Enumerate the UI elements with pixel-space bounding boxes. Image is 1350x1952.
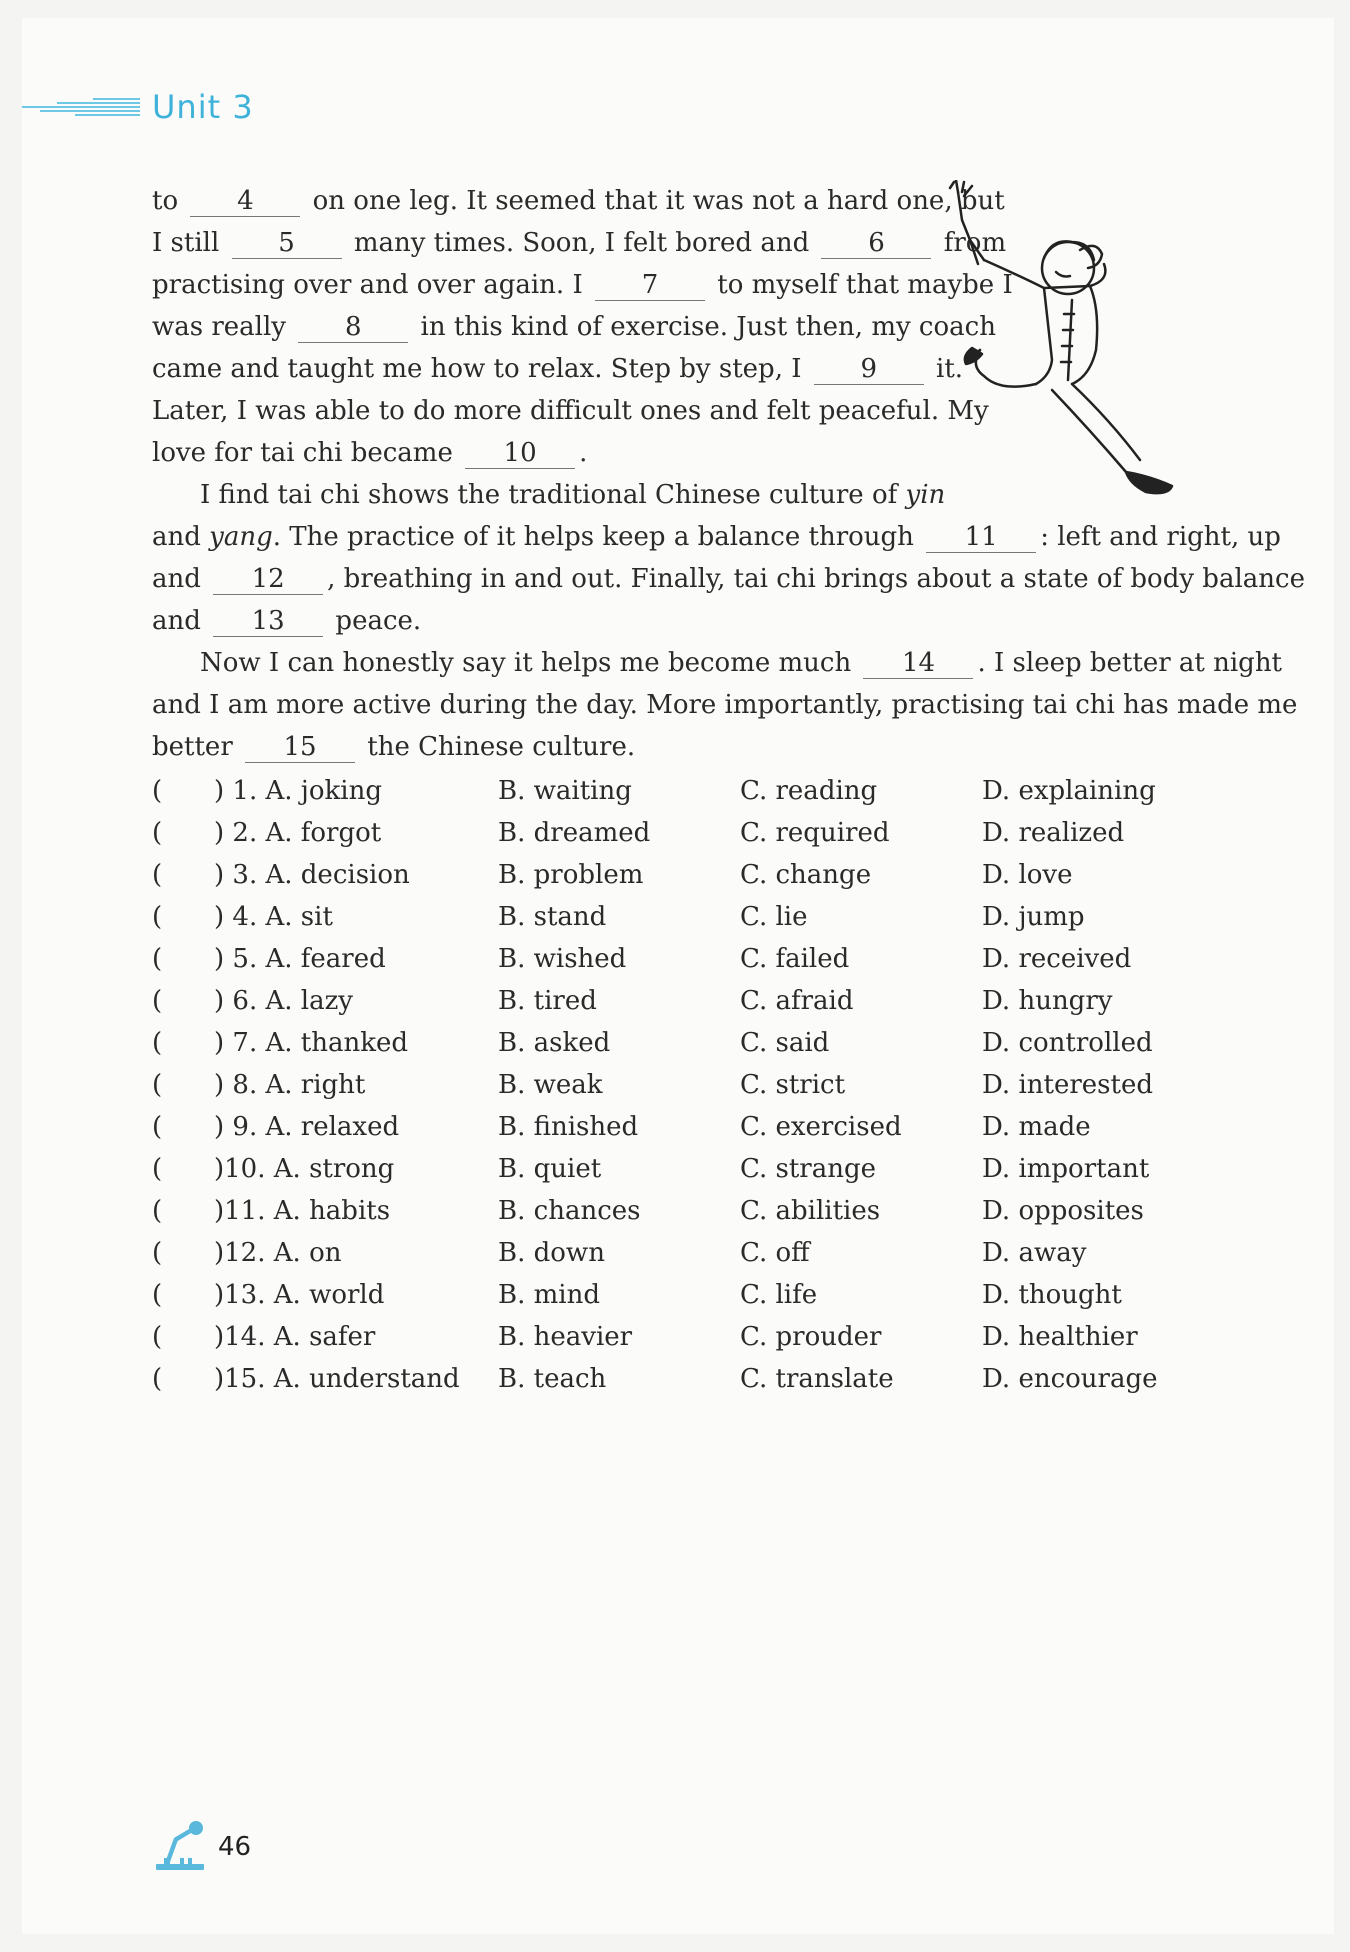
option-d: D. thought [982, 1280, 1122, 1310]
option-c: C. prouder [740, 1322, 882, 1352]
passage-line: and yang. The practice of it helps keep a balance through 11 : left and right, up [152, 522, 1281, 552]
option-a: ) 7. A. thanked [214, 1028, 409, 1058]
answer-paren[interactable]: ( [152, 1322, 163, 1352]
page-number: 46 [218, 1832, 252, 1862]
unit-title: Unit 3 [152, 88, 254, 126]
option-d: D. made [982, 1112, 1091, 1142]
passage-line: love for tai chi became 10 . [152, 438, 588, 468]
question-row [152, 770, 1192, 812]
blank-10[interactable]: 10 [465, 438, 575, 469]
option-a: )13. A. world [214, 1280, 385, 1310]
blank-7[interactable]: 7 [595, 270, 705, 301]
question-row [152, 1106, 1192, 1148]
passage-line: and 13 peace. [152, 606, 422, 636]
option-c: C. abilities [740, 1196, 881, 1226]
option-b: B. quiet [498, 1154, 602, 1184]
option-c: C. said [740, 1028, 830, 1058]
question-row [152, 1148, 1192, 1190]
blank-12[interactable]: 12 [213, 564, 323, 595]
blank-4[interactable]: 4 [190, 186, 300, 217]
blank-6[interactable]: 6 [821, 228, 931, 259]
passage-line: and 12 , breathing in and out. Finally, tai chi brings about a state of body balance [152, 564, 1305, 594]
desk-lamp-icon [152, 1818, 212, 1874]
answer-paren[interactable]: ( [152, 1028, 163, 1058]
option-a: )10. A. strong [214, 1154, 395, 1184]
option-d: D. opposites [982, 1196, 1144, 1226]
option-b: B. weak [498, 1070, 603, 1100]
passage-line: came and taught me how to relax. Step by step, I 9 it. [152, 354, 964, 384]
option-a: ) 5. A. feared [214, 944, 386, 974]
answer-paren[interactable]: ( [152, 818, 163, 848]
option-a: ) 6. A. lazy [214, 986, 353, 1016]
answer-paren[interactable]: ( [152, 1364, 163, 1394]
blank-5[interactable]: 5 [232, 228, 342, 259]
passage-line: better 15 the Chinese culture. [152, 732, 636, 762]
question-row [152, 1274, 1192, 1316]
passage-line: Later, I was able to do more difficult ones and felt peaceful. My [152, 396, 989, 426]
answer-paren[interactable]: ( [152, 1196, 163, 1226]
tai-chi-man-icon [940, 180, 1190, 500]
question-row [152, 896, 1192, 938]
question-row [152, 1190, 1192, 1232]
option-b: B. chances [498, 1196, 641, 1226]
blank-11[interactable]: 11 [926, 522, 1036, 553]
option-c: C. reading [740, 776, 878, 806]
option-c: C. afraid [740, 986, 854, 1016]
answer-paren[interactable]: ( [152, 1238, 163, 1268]
option-c: C. exercised [740, 1112, 902, 1142]
option-a: ) 4. A. sit [214, 902, 333, 932]
answer-paren[interactable]: ( [152, 944, 163, 974]
passage-line: practising over and over again. I 7 to myself that maybe I [152, 270, 1013, 300]
answer-paren[interactable]: ( [152, 986, 163, 1016]
option-c: C. required [740, 818, 890, 848]
option-d: D. realized [982, 818, 1125, 848]
question-row [152, 1232, 1192, 1274]
question-row [152, 1316, 1192, 1358]
answer-paren[interactable]: ( [152, 902, 163, 932]
passage-line: I still 5 many times. Soon, I felt bored and 6 from [152, 228, 1007, 258]
option-b: B. stand [498, 902, 607, 932]
unit-header [22, 88, 522, 138]
blank-14[interactable]: 14 [863, 648, 973, 679]
option-d: D. encourage [982, 1364, 1158, 1394]
option-b: B. tired [498, 986, 597, 1016]
option-b: B. mind [498, 1280, 600, 1310]
option-b: B. finished [498, 1112, 639, 1142]
option-d: D. interested [982, 1070, 1153, 1100]
answer-paren[interactable]: ( [152, 1070, 163, 1100]
option-a: ) 3. A. decision [214, 860, 410, 890]
option-c: C. failed [740, 944, 850, 974]
option-b: B. asked [498, 1028, 611, 1058]
option-b: B. heavier [498, 1322, 633, 1352]
option-d: D. controlled [982, 1028, 1153, 1058]
blank-8[interactable]: 8 [298, 312, 408, 343]
option-d: D. important [982, 1154, 1150, 1184]
option-c: C. strange [740, 1154, 876, 1184]
answer-paren[interactable]: ( [152, 1154, 163, 1184]
option-c: C. lie [740, 902, 808, 932]
option-d: D. love [982, 860, 1073, 890]
answer-paren[interactable]: ( [152, 1112, 163, 1142]
option-c: C. life [740, 1280, 818, 1310]
option-d: D. healthier [982, 1322, 1138, 1352]
question-row [152, 980, 1192, 1022]
question-row [152, 1022, 1192, 1064]
option-a: ) 1. A. joking [214, 776, 382, 806]
option-b: B. dreamed [498, 818, 651, 848]
passage-line: Now I can honestly say it helps me become much 14 . I sleep better at night [200, 648, 1283, 678]
option-a: ) 2. A. forgot [214, 818, 382, 848]
option-b: B. waiting [498, 776, 632, 806]
question-row [152, 938, 1192, 980]
option-a: ) 8. A. right [214, 1070, 366, 1100]
passage-line: I find tai chi shows the traditional Chinese culture of yin [200, 480, 946, 510]
option-b: B. down [498, 1238, 605, 1268]
blank-15[interactable]: 15 [245, 732, 355, 763]
option-d: D. jump [982, 902, 1085, 932]
option-a: )15. A. understand [214, 1364, 460, 1394]
option-d: D. hungry [982, 986, 1113, 1016]
option-b: B. wished [498, 944, 627, 974]
option-a: )11. A. habits [214, 1196, 391, 1226]
header-stripes-icon [22, 98, 140, 120]
blank-13[interactable]: 13 [213, 606, 323, 637]
option-c: C. strict [740, 1070, 846, 1100]
option-c: C. change [740, 860, 872, 890]
option-a: ) 9. A. relaxed [214, 1112, 400, 1142]
question-row [152, 1064, 1192, 1106]
passage-line: and I am more active during the day. More importantly, practising tai chi has made me [152, 690, 1298, 720]
answer-paren[interactable]: ( [152, 1280, 163, 1310]
blank-9[interactable]: 9 [814, 354, 924, 385]
option-a: )14. A. safer [214, 1322, 376, 1352]
option-b: B. problem [498, 860, 644, 890]
question-row [152, 854, 1192, 896]
answer-paren[interactable]: ( [152, 860, 163, 890]
option-c: C. off [740, 1238, 810, 1268]
question-row [152, 812, 1192, 854]
option-b: B. teach [498, 1364, 607, 1394]
option-d: D. away [982, 1238, 1087, 1268]
page-footer [152, 1818, 352, 1878]
passage-line: to 4 on one leg. It seemed that it was not a hard one, but [152, 186, 1005, 216]
answer-paren[interactable]: ( [152, 776, 163, 806]
option-a: )12. A. on [214, 1238, 342, 1268]
option-d: D. received [982, 944, 1132, 974]
option-d: D. explaining [982, 776, 1156, 806]
option-c: C. translate [740, 1364, 894, 1394]
question-row [152, 1358, 1192, 1400]
passage-line: was really 8 in this kind of exercise. Just then, my coach [152, 312, 996, 342]
options-list [152, 770, 1192, 1400]
